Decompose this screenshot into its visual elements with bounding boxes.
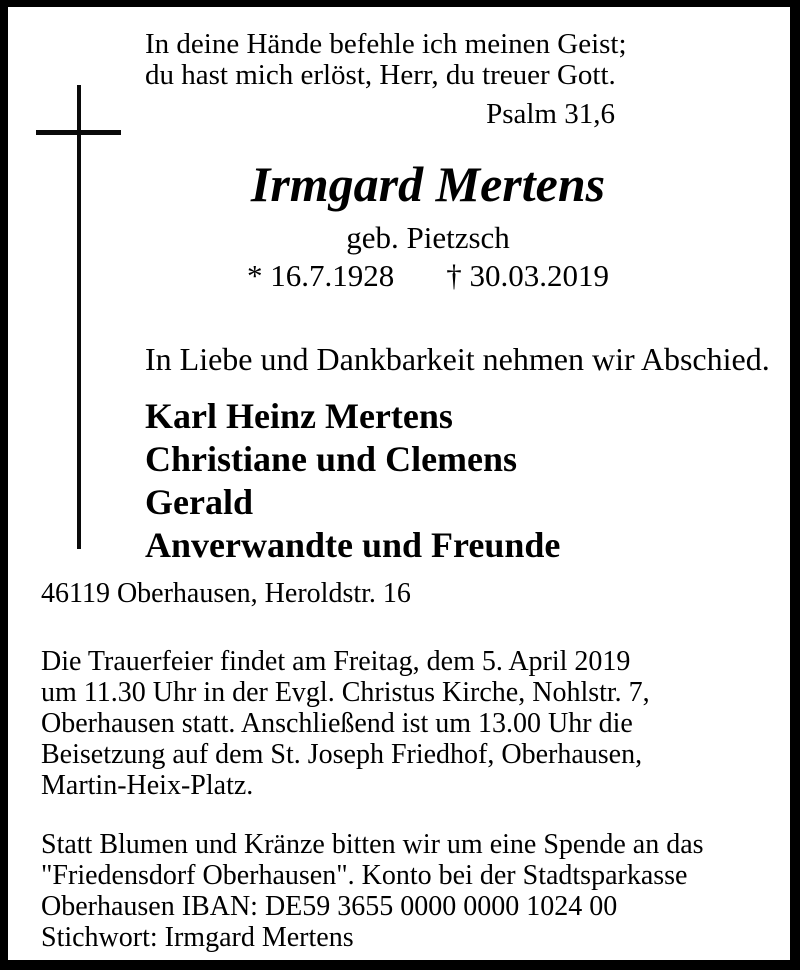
life-dates xyxy=(48,259,800,292)
funeral-line: Oberhausen statt. Anschließend ist um 13.00 Uhr die xyxy=(41,708,633,739)
cross-vertical-bar xyxy=(77,85,81,549)
birth-date: * 16.7.1928 xyxy=(247,258,395,293)
donation-line: Stichwort: Irmgard Mertens xyxy=(41,922,354,953)
farewell-text: In Liebe und Dankbarkeit nehmen wir Abschied. xyxy=(145,341,770,377)
donation-request xyxy=(41,829,704,953)
obituary-sheet xyxy=(8,7,790,960)
psalm-attribution: Psalm 31,6 xyxy=(486,98,615,130)
funeral-line: um 11.30 Uhr in der Evgl. Christus Kirche, Nohlstr. 7, xyxy=(41,677,650,708)
maiden-name: geb. Pietzsch xyxy=(346,220,510,255)
mourner-name: Anverwandte und Freunde xyxy=(145,525,561,565)
epigraph-line-1: In deine Hände befehle ich meinen Geist; xyxy=(145,28,627,60)
mourner-name: Karl Heinz Mertens xyxy=(145,396,453,436)
cross-horizontal-bar xyxy=(36,130,121,135)
mourners-list xyxy=(145,395,560,567)
funeral-line: Beisetzung auf dem St. Joseph Friedhof, Oberhausen, xyxy=(41,739,643,770)
death-date: † 30.03.2019 xyxy=(446,258,609,293)
funeral-announcement xyxy=(41,646,650,801)
address-line: 46119 Oberhausen, Heroldstr. 16 xyxy=(41,578,411,609)
funeral-line: Martin-Heix-Platz. xyxy=(41,770,254,801)
mourner-name: Christiane und Clemens xyxy=(145,439,518,479)
donation-line: Oberhausen IBAN: DE59 3655 0000 0000 1024 00 xyxy=(41,891,618,922)
donation-line: Statt Blumen und Kränze bitten wir um eine Spende an das xyxy=(41,829,704,860)
mourner-name: Gerald xyxy=(145,482,253,522)
deceased-name: Irmgard Mertens xyxy=(250,156,606,212)
epigraph-line-2: du hast mich erlöst, Herr, du treuer Gott. xyxy=(145,59,616,91)
donation-line: "Friedensdorf Oberhausen". Konto bei der Stadtsparkasse xyxy=(41,860,688,891)
funeral-line: Die Trauerfeier findet am Freitag, dem 5. April 2019 xyxy=(41,646,631,677)
